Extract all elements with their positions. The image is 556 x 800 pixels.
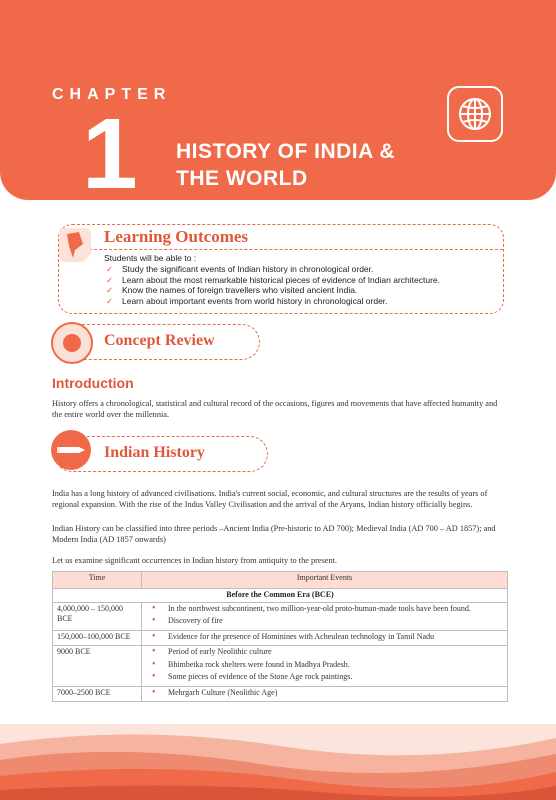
table-row (53, 646, 508, 687)
events-cell (142, 646, 508, 687)
event-item: • Discovery of fire (146, 616, 503, 627)
chapter-title-line-2: THE WORLD (176, 167, 308, 190)
events-cell (142, 686, 508, 702)
history-timeline-table (52, 571, 508, 702)
table-row (53, 630, 508, 646)
list-item: ✓ Study the significant events of Indian history in chronological order. (106, 264, 374, 274)
introduction-text: History offers a chronological, statistical and cultural record of the occasions, figures and movements that have affected humanity and the entire world over the millennia. (52, 399, 498, 419)
era-row (53, 589, 508, 603)
indian-history-paragraph-3: Let us examine significant occurrences in Indian history from antiquity to the present. (52, 556, 338, 565)
learning-outcomes-intro: Students will be able to : (104, 253, 197, 263)
table-row (53, 686, 508, 702)
event-item: • Period of early Neolithic culture (146, 647, 503, 658)
checkmark-icon: ✓ (106, 285, 114, 295)
events-cell (142, 630, 508, 646)
event-item: • Evidence for the presence of Hominines with Acheulean technology in Tamil Nadu (146, 632, 503, 643)
indian-history-paragraph-1: India has a long history of advanced civilisations. India's current social, economic, and cultural structures are the results of years of regional expansion. With the rise of the Indus Valley Civilisation and the arrival of the Aryans, Indian history officially begins. (52, 489, 488, 509)
indian-history-title: Indian History (104, 444, 205, 461)
target-icon (51, 322, 93, 364)
time-cell: 150,000–100,000 BCE (53, 630, 142, 646)
list-item: ✓ Know the names of foreign travellers who visited ancient India. (106, 285, 358, 295)
event-item: • Some pieces of evidence of the Stone Age rock paintings. (146, 672, 503, 683)
table-row (53, 602, 508, 630)
learning-outcomes-list (104, 264, 440, 306)
globe-icon (447, 86, 503, 142)
table-header-row (53, 572, 508, 589)
event-item: • Bhimbetka rock shelters were found in Madhya Pradesh. (146, 660, 503, 671)
list-item: ✓ Learn about the most remarkable historical pieces of evidence of Indian architecture. (106, 274, 440, 285)
column-header-time: Time (53, 572, 142, 589)
checkmark-icon: ✓ (106, 264, 114, 274)
list-item: ✓ Learn about important events from world history in chronological order. (106, 295, 388, 306)
checkmark-icon: ✓ (106, 274, 114, 285)
chapter-label: CHAPTER (52, 86, 172, 103)
decorative-footer-band (0, 724, 556, 800)
event-item: • In the northwest subcontinent, two million-year-old proto-human-made tools have been found. (146, 604, 503, 615)
pencil-icon (51, 430, 91, 470)
introduction-heading: Introduction (52, 375, 134, 391)
concept-review-title: Concept Review (104, 332, 215, 349)
learning-outcomes-title: Learning Outcomes (104, 227, 249, 246)
chapter-header (0, 0, 556, 210)
indian-history-paragraph-2: Indian History can be classified into three periods –Ancient India (Pre-historic to AD 700); Medieval India (AD 700 – AD 1857); and Modern India (AD 1857 onwards) (52, 524, 496, 544)
chapter-title (176, 138, 395, 192)
bookmark-icon (55, 224, 95, 266)
chapter-number: 1 (82, 98, 138, 210)
time-cell: 7000–2500 BCE (53, 686, 142, 702)
events-cell (142, 602, 508, 630)
checkmark-icon: ✓ (106, 295, 114, 306)
event-item: • Mehrgarh Culture (Neolithic Age) (146, 688, 503, 699)
time-cell: 9000 BCE (53, 646, 142, 687)
column-header-events: Important Events (142, 572, 508, 589)
era-label: Before the Common Era (BCE) (53, 589, 508, 603)
chapter-title-line-1: HISTORY OF INDIA & (176, 140, 396, 163)
time-cell: 4,000,000 – 150,000 BCE (53, 602, 142, 630)
